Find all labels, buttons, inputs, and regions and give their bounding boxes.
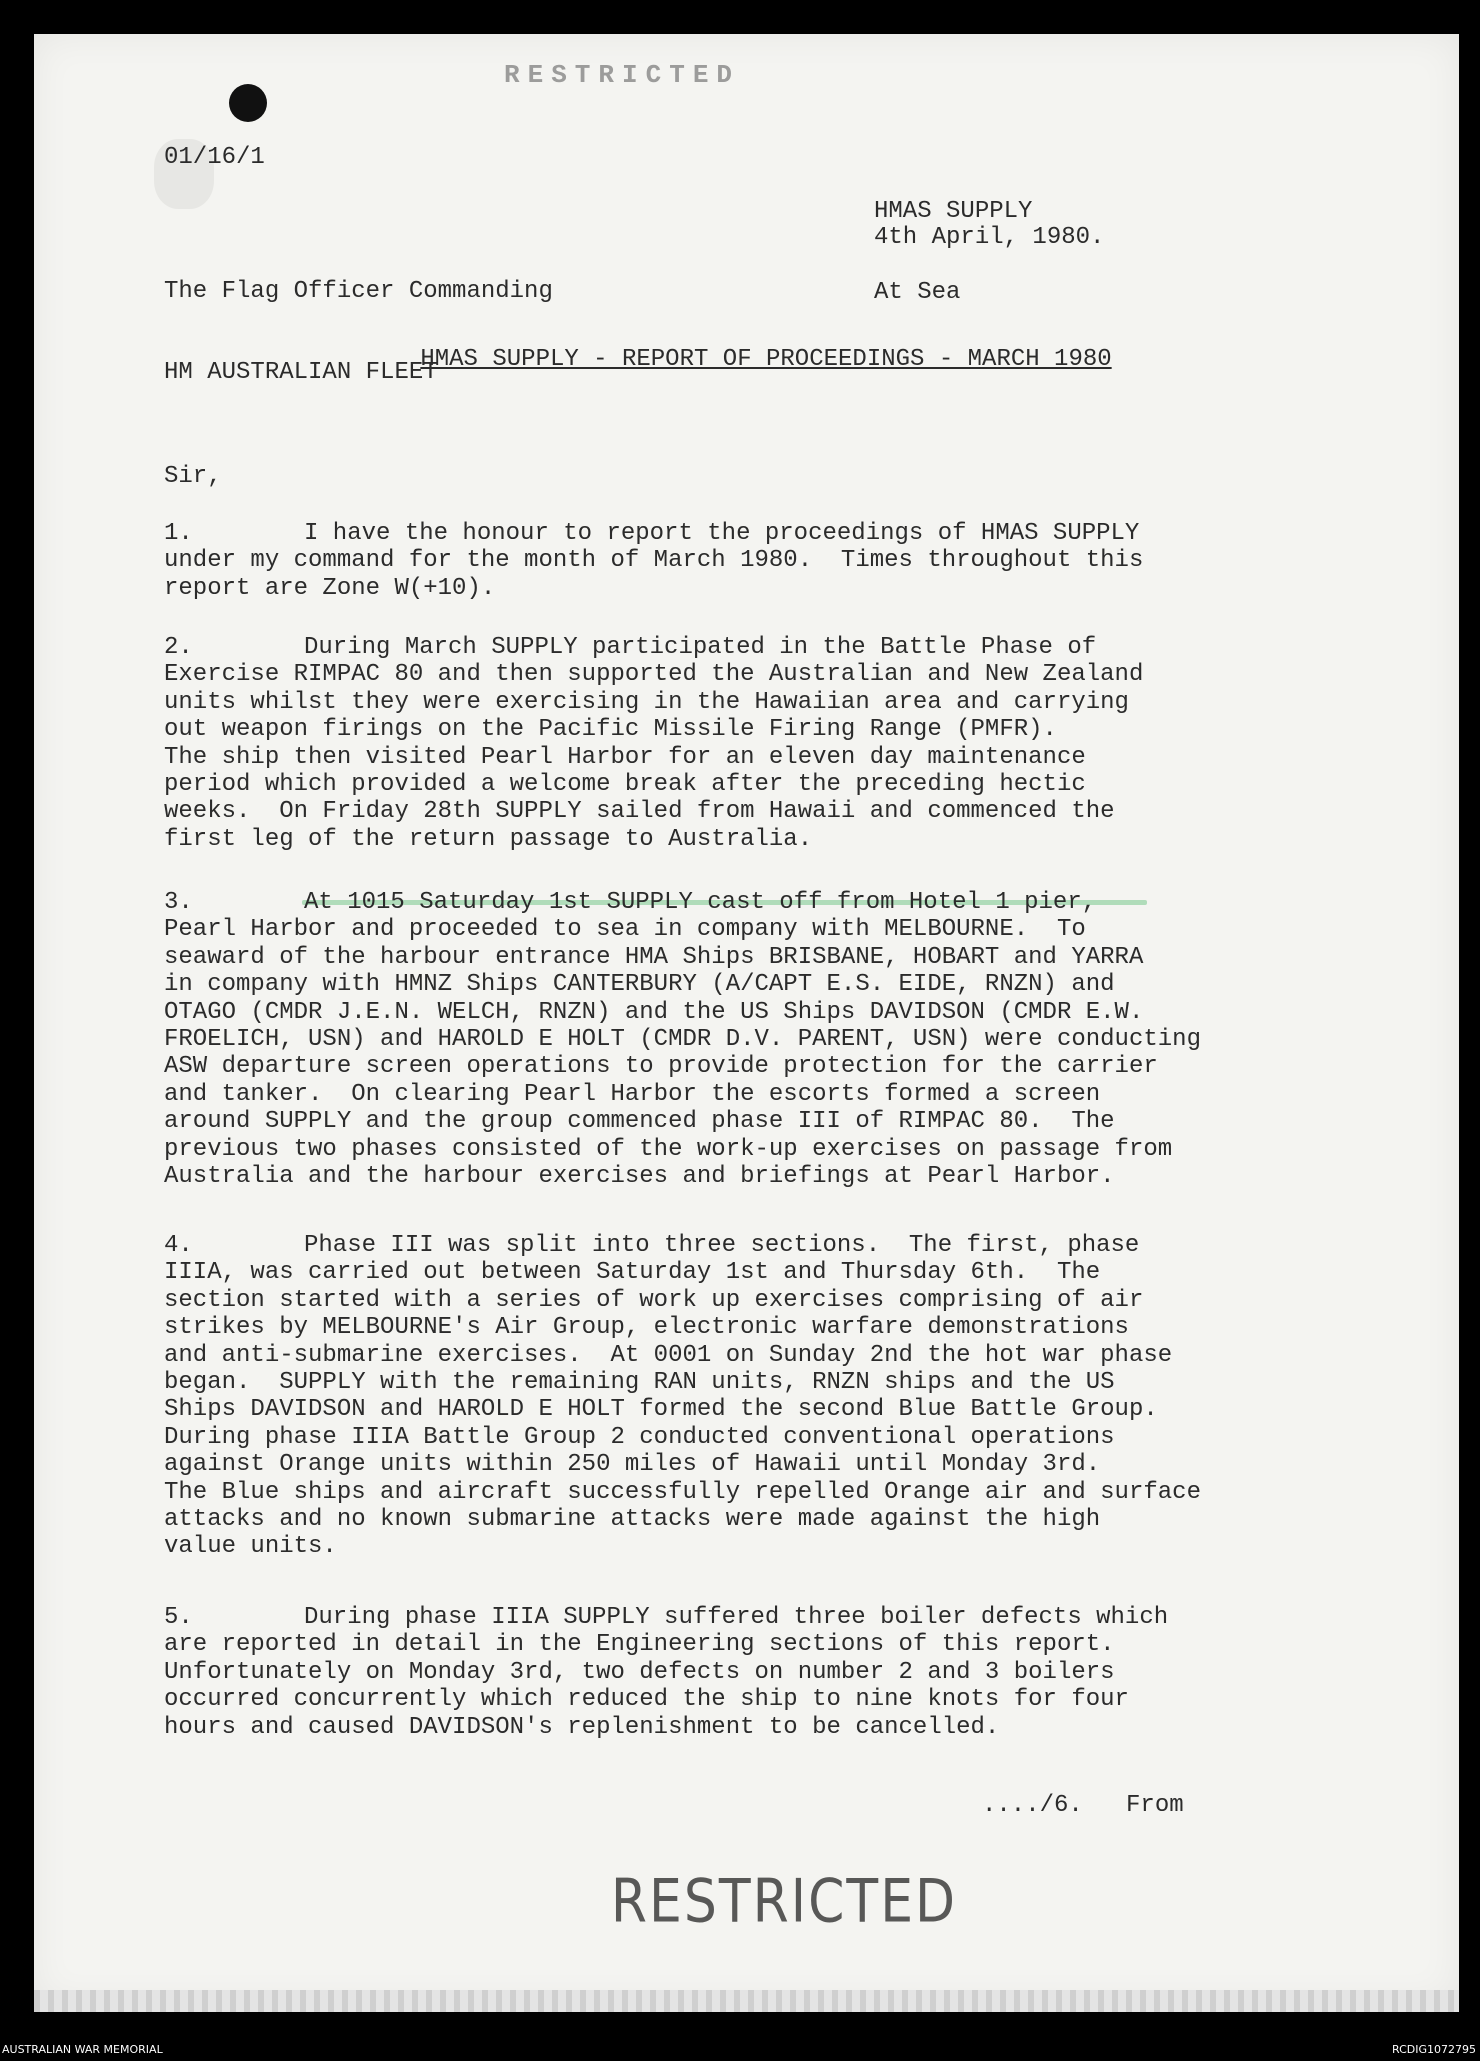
salutation: Sir, <box>164 463 222 490</box>
paragraph-line <box>164 1369 1294 1396</box>
paragraph-line <box>164 1714 1294 1741</box>
paragraph-line <box>164 575 1294 602</box>
sender-line: HMAS SUPPLY <box>874 198 1033 225</box>
paragraph-text: hours and caused DAVIDSON's replenishment to be cancelled. <box>164 1713 1000 1741</box>
paragraph-line <box>164 999 1294 1026</box>
letter-date: 4th April, 1980. <box>874 224 1105 251</box>
paragraph-line <box>164 1163 1294 1190</box>
paragraph-line <box>164 1314 1294 1341</box>
paragraph-text: During phase IIIA SUPPLY suffered three boiler defects which <box>304 1604 1169 1631</box>
paragraph-text: The Blue ships and aircraft successfully repelled Orange air and surface <box>164 1478 1201 1506</box>
paragraph-line <box>164 1342 1294 1369</box>
paragraph-line <box>164 1287 1294 1314</box>
paragraph-text: value units. <box>164 1533 337 1561</box>
addressee-block <box>164 224 553 440</box>
paragraph-text: During March SUPPLY participated in the Battle Phase of <box>304 634 1097 661</box>
paragraph-line <box>164 1396 1294 1423</box>
paragraph-line <box>164 1232 1294 1259</box>
paragraph-line <box>164 744 1294 771</box>
paragraph-text: began. SUPPLY with the remaining RAN units, RNZN ships and the US <box>164 1369 1115 1397</box>
paragraph-text: against Orange units within 250 miles of Hawaii until Monday 3rd. <box>164 1451 1101 1479</box>
paragraph-text: first leg of the return passage to Australia. <box>164 825 813 853</box>
paragraph-text: During phase IIIA Battle Group 2 conducted conventional operations <box>164 1423 1115 1451</box>
paragraph-text: in company with HMNZ Ships CANTERBURY (A/CAPT E.S. EIDE, RNZN) and <box>164 971 1115 999</box>
paragraph-line <box>164 1259 1294 1286</box>
paragraph-text: period which provided a welcome break after the preceding hectic <box>164 771 1086 799</box>
paragraph-number: 1. <box>164 520 193 547</box>
paragraph-number: 4. <box>164 1232 193 1259</box>
paragraph-line <box>164 889 1294 916</box>
paragraph <box>164 1232 1294 1561</box>
paragraph-text: Ships DAVIDSON and HAROLD E HOLT formed the second Blue Battle Group. <box>164 1396 1158 1424</box>
paragraph-line <box>164 520 1294 547</box>
paragraph-text: I have the honour to report the proceedings of HMAS SUPPLY <box>304 520 1140 547</box>
paragraph-line <box>164 1479 1294 1506</box>
paragraph <box>164 634 1294 853</box>
paragraph-text: Exercise RIMPAC 80 and then supported the Australian and New Zealand <box>164 661 1144 689</box>
paragraph-text: Unfortunately on Monday 3rd, two defects on number 2 and 3 boilers <box>164 1658 1115 1686</box>
punch-hole <box>229 84 267 122</box>
paragraph-line <box>164 1424 1294 1451</box>
paragraph-line <box>164 716 1294 743</box>
paragraph-text: weeks. On Friday 28th SUPPLY sailed from Hawaii and commenced the <box>164 798 1115 826</box>
archive-id: RCDIG1072795 <box>1391 2043 1476 2056</box>
paragraph-line <box>164 944 1294 971</box>
paragraph-line <box>164 1026 1294 1053</box>
paragraph-text: are reported in detail in the Engineering sections of this report. <box>164 1631 1115 1659</box>
paragraph-text: OTAGO (CMDR J.E.N. WELCH, RNZN) and the US Ships DAVIDSON (CMDR E.W. <box>164 998 1144 1026</box>
paragraph-text: section started with a series of work up exercises comprising of air <box>164 1286 1144 1314</box>
paragraph-text: At 1015 Saturday 1st SUPPLY cast off from Hotel 1 pier, <box>304 889 1097 916</box>
paragraph-text: strikes by MELBOURNE's Air Group, electronic warfare demonstrations <box>164 1314 1129 1342</box>
paragraph-line <box>164 916 1294 943</box>
paragraph-number: 5. <box>164 1604 193 1631</box>
paragraph <box>164 889 1294 1190</box>
paragraph-line <box>164 826 1294 853</box>
paragraph-text: The ship then visited Pearl Harbor for an eleven day maintenance <box>164 743 1086 771</box>
paragraph-line <box>164 1136 1294 1163</box>
paragraph-line <box>164 1604 1294 1631</box>
document-page <box>34 34 1459 2004</box>
paragraph-text: IIIA, was carried out between Saturday 1st and Thursday 6th. The <box>164 1259 1101 1287</box>
archive-credit: AUSTRALIAN WAR MEMORIAL <box>2 2043 163 2056</box>
paragraph-text: attacks and no known submarine attacks were made against the high <box>164 1506 1101 1534</box>
paragraph-text: and tanker. On clearing Pearl Harbor the escorts formed a screen <box>164 1080 1101 1108</box>
paragraph-number: 2. <box>164 634 193 661</box>
addressee-line: HM AUSTRALIAN FLEET <box>164 359 438 386</box>
sender-line: At Sea <box>874 279 961 306</box>
paragraph-number: 3. <box>164 889 193 916</box>
paragraph-text: previous two phases consisted of the work-up exercises on passage from <box>164 1135 1173 1163</box>
subject-heading: HMAS SUPPLY - REPORT OF PROCEEDINGS - MARCH 1980 <box>420 346 1112 373</box>
paragraph-line <box>164 1451 1294 1478</box>
paragraph-line <box>164 798 1294 825</box>
paragraph-text: out weapon firings on the Pacific Missile Firing Range (PMFR). <box>164 716 1057 744</box>
paragraph-line <box>164 689 1294 716</box>
paragraph <box>164 520 1294 602</box>
paragraph-text: under my command for the month of March 1980. Times throughout this <box>164 547 1144 575</box>
paragraph-line <box>164 1053 1294 1080</box>
paragraph-line <box>164 1506 1294 1533</box>
paragraph-line <box>164 1686 1294 1713</box>
paragraph-text: around SUPPLY and the group commenced phase III of RIMPAC 80. The <box>164 1108 1115 1136</box>
paragraph-line <box>164 661 1294 688</box>
paper-edge <box>34 1990 1459 2012</box>
paragraph-text: units whilst they were exercising in the Hawaiian area and carrying <box>164 688 1129 716</box>
paragraph-line <box>164 547 1294 574</box>
paragraph-text: Phase III was split into three sections. The first, phase <box>304 1232 1140 1259</box>
paragraph-line <box>164 771 1294 798</box>
paragraph-text: occurred concurrently which reduced the ship to nine knots for four <box>164 1686 1129 1714</box>
header-stamp-faded: RESTRICTED <box>504 60 741 90</box>
restricted-stamp: RESTRICTED <box>610 1867 958 1937</box>
paragraph-line <box>164 1659 1294 1686</box>
paragraph-text: Australia and the harbour exercises and briefings at Pearl Harbor. <box>164 1163 1115 1191</box>
sender-block <box>874 144 1032 360</box>
continuation-note: ..../6. From <box>982 1792 1184 1819</box>
paragraph-text: Pearl Harbor and proceeded to sea in company with MELBOURNE. To <box>164 916 1086 944</box>
paragraph-line <box>164 1631 1294 1658</box>
paragraph-text: report are Zone W(+10). <box>164 574 496 602</box>
paragraph-line <box>164 1081 1294 1108</box>
addressee-line: The Flag Officer Commanding <box>164 278 553 305</box>
paragraph-line <box>164 1533 1294 1560</box>
paragraph-text: FROELICH, USN) and HAROLD E HOLT (CMDR D.V. PARENT, USN) were conducting <box>164 1026 1201 1054</box>
paragraph-text: and anti-submarine exercises. At 0001 on Sunday 2nd the hot war phase <box>164 1341 1173 1369</box>
file-reference: 01/16/1 <box>164 144 265 171</box>
paragraph-text: seaward of the harbour entrance HMA Ships BRISBANE, HOBART and YARRA <box>164 943 1144 971</box>
paragraph-text: ASW departure screen operations to provide protection for the carrier <box>164 1053 1158 1081</box>
paragraph-line <box>164 971 1294 998</box>
paragraph <box>164 1604 1294 1741</box>
paragraph-line <box>164 634 1294 661</box>
paragraph-line <box>164 1108 1294 1135</box>
